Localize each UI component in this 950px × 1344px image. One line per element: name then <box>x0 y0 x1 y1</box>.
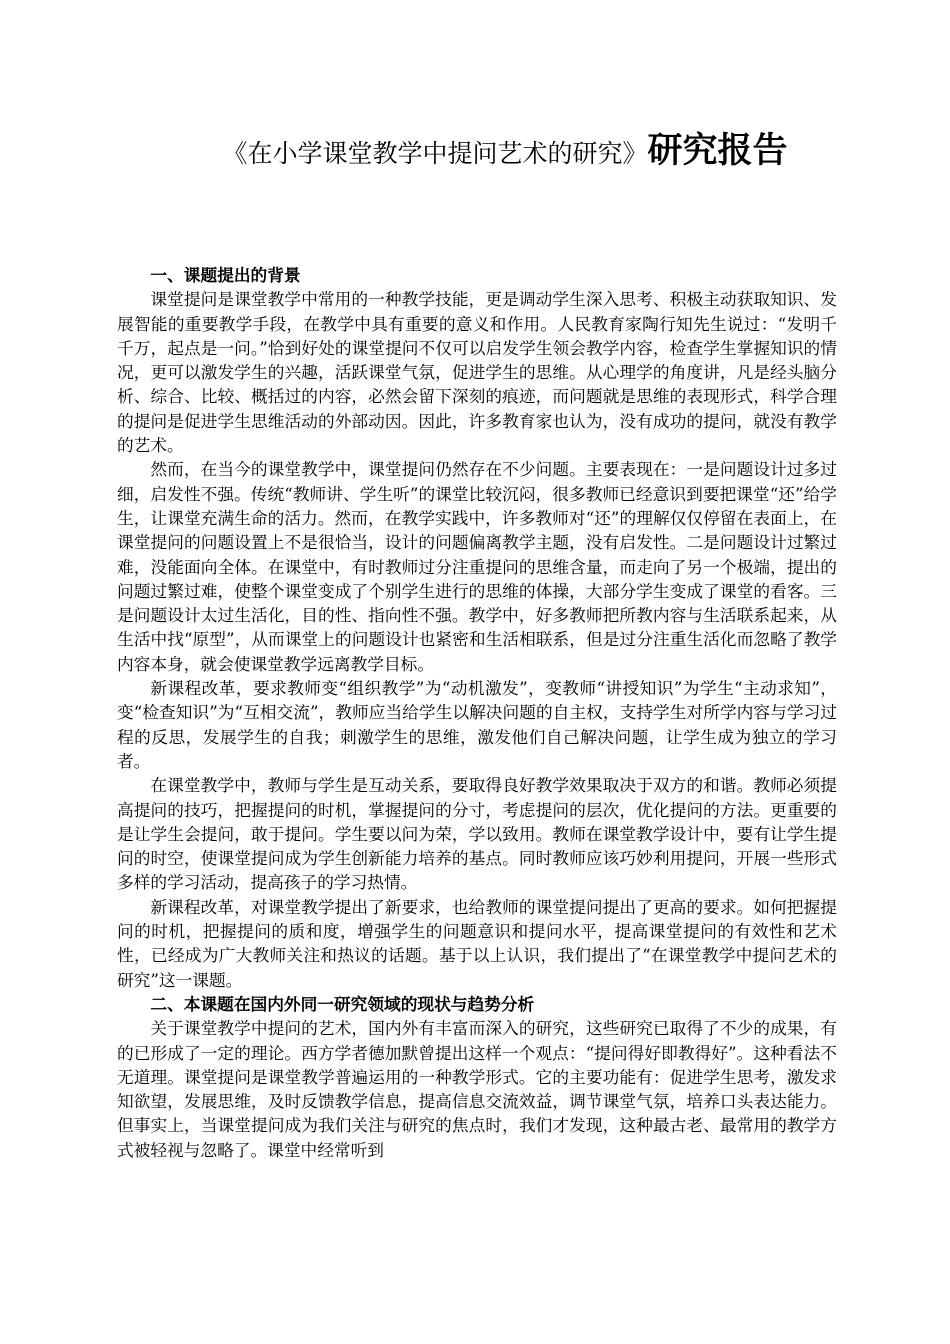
section-heading-2: 二、本课题在国内外同一研究领域的现状与趋势分析 <box>150 993 535 1014</box>
paragraph-2-1: 关于课堂教学中提问的艺术，国内外有丰富而深入的研究，这些研究已取得了不少的成果，有的已形成了一定的理论。西方学者德加默曾提出这样一个观点：“提问得好即教得好”。这种看法不无道理。课堂提问是课堂教学普遍运用的一种教学形式。它的主要功能有：促进学生思考，激发求知欲望，发展思维，及时反馈教学信息，提高信息交流效益，调节课堂气氛，培养口头表达能力。但事实上，当课堂提问成为我们关注与研究的焦点时，我们才发现，这种最古老、最常用的教学方式被轻视与忽略了。课堂中经常听到 <box>117 1018 837 1160</box>
paragraph-1-1: 课堂提问是课堂教学中常用的一种教学技能，更是调动学生深入思考、积极主动获取知识、发展智能的重要教学手段，在教学中具有重要的意义和作用。人民教育家陶行知先生说过：“发明千千万，起点是一问。”恰到好处的课堂提问不仅可以启发学生领会教学内容，检查学生掌握知识的情况，更可以激发学生的兴趣，活跃课堂气氛，促进学生的思维。从心理学的角度讲，凡是经头脑分析、综合、比较、概括过的内容，必然会留下深刻的痕迹，而问题就是思维的表现形式，科学合理的提问是促进学生思维活动的外部动因。因此，许多教育家也认为，没有成功的提问，就没有教学的艺术。 <box>117 289 837 456</box>
paragraph-1-3: 新课程改革，要求教师变“组织教学”为“动机激发”，变教师“讲授知识”为学生“主动求知”，变“检查知识”为“互相交流”，教师应当给学生以解决问题的自主权，支持学生对所学内容与学习过程的反思，发展学生的自我；刺激学生的思维，激发他们自己解决问题，让学生成为独立的学习者。 <box>117 678 837 771</box>
paragraph-1-2: 然而，在当今的课堂教学中，课堂提问仍然存在不少问题。主要表现在：一是问题设计过多过细，启发性不强。传统“教师讲、学生听”的课堂比较沉闷，很多教师已经意识到要把课堂“还”给学生，让课堂充满生命的活力。然而，在教学实践中，许多教师对“还”的理解仅仅停留在表面上，在课堂提问的问题设置上不是很恰当，设计的问题偏离教学主题，没有启发性。二是问题设计过繁过难，没能面向全体。在课堂中，有时教师过分注重提问的思维含量，而走向了另一个极端，提出的问题过繁过难，使整个课堂变成了个别学生进行的思维的体操，大部分学生变成了课堂的看客。三是问题设计太过生活化，目的性、指向性不强。教学中，好多教师把所教内容与生活联系起来，从生活中找“原型”，从而课堂上的问题设计也紧密和生活相联系，但是过分注重生活化而忽略了教学内容本身，就会使课堂教学远离教学目标。 <box>117 459 837 674</box>
section-heading-1: 一、课题提出的背景 <box>150 265 301 285</box>
paragraph-1-5: 新课程改革，对课堂教学提出了新要求，也给教师的课堂提问提出了更高的要求。如何把握提问的时机，把握提问的质和度，增强学生的问题意识和提问水平，提高课堂提问的有效性和艺术性，已经成为广大教师关注和热议的话题。基于以上认识，我们提出了“在课堂教学中提问艺术的研究”这一课题。 <box>117 896 837 990</box>
document-body <box>117 263 837 1162</box>
document-title <box>0 126 950 182</box>
paragraph-1-4: 在课堂教学中，教师与学生是互动关系，要取得良好教学效果取决于双方的和谐。教师必须提高提问的技巧，把握提问的时机，掌握提问的分寸，考虑提问的层次，优化提问的方法。更重要的是让学生会提问，敢于提问。学生要以问为荣，学以致用。教师在课堂教学设计中，要有让学生提问的时空，使课堂提问成为学生创新能力培养的基点。同时教师应该巧妙利用提问，开展一些形式多样的学习活动，提高孩子的学习热情。 <box>117 775 837 893</box>
title-suffix: 研究报告 <box>647 131 788 171</box>
title-main: 《在小学课堂教学中提问艺术的研究》 <box>222 139 648 168</box>
